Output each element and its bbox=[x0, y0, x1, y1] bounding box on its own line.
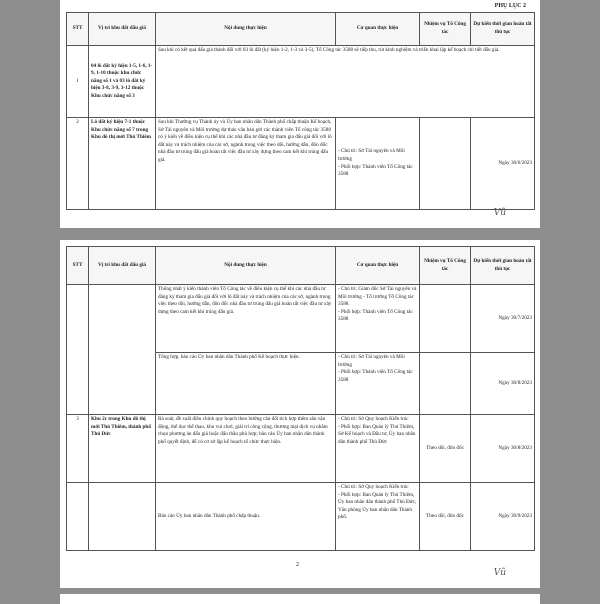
cell-agency: - Chủ trì: Sở Tài nguyên và Môi trường - Phối hợp: Thành viên Tổ Công tác 3588 bbox=[336, 118, 420, 210]
cell-location bbox=[89, 483, 156, 551]
cell-deadline: Ngày 30/7/2023 bbox=[471, 285, 535, 353]
cell-agency: - Chủ trì: Sở Quy hoạch Kiến trúc - Phối hợp: Ban Quản lý Thủ Thiêm, Ủy ban nhân dân thành phố Thủ Đức, Văn phòng Ủy ban nhân dân Thành phố. bbox=[336, 483, 420, 551]
cell-task: Theo dõi, đôn đốc bbox=[420, 415, 471, 483]
cell-content: Tổng hợp, báo cáo Ủy ban nhân dân Thành phố Kế hoạch thực hiện. bbox=[156, 353, 336, 415]
header-deadline: Dự kiến thời gian hoàn tất thủ tục bbox=[471, 247, 535, 285]
header-deadline: Dự kiến thời gian hoàn tất thủ tục bbox=[471, 13, 535, 46]
cell-task bbox=[420, 285, 471, 353]
header-content: Nội dung thực hiện bbox=[156, 247, 336, 285]
cell-content: Sau khi có kết quả đấu giá thành đối với 03 lô đất (ký hiệu 1-2, 1-3 và 3-5), Tổ Công tác 3588 sẽ tiếp thu, rút kinh nghiệm và triển khai lập kế hoạch chi tiết đấu giá. bbox=[156, 46, 535, 118]
cell-deadline: Ngày 30/9/2023 bbox=[471, 483, 535, 551]
header-stt: STT bbox=[67, 13, 89, 46]
cell-deadline: Ngày 30/6/2023 bbox=[471, 118, 535, 210]
page-number: 2 bbox=[296, 562, 299, 568]
table-row bbox=[67, 118, 535, 210]
table-row bbox=[67, 46, 535, 118]
header-task: Nhiệm vụ Tổ Công tác bbox=[420, 13, 471, 46]
cell-stt bbox=[67, 285, 89, 415]
task-table-page-1 bbox=[66, 12, 535, 210]
cell-stt: 2 bbox=[67, 118, 89, 210]
cell-agency: - Chủ trì: Giám đốc Sở Tài nguyên và Môi trường - Tổ trưởng Tổ Công tác 3588. - Phối hợp: Thành viên Tổ Công tác 3588 bbox=[336, 285, 420, 353]
cell-task bbox=[420, 118, 471, 210]
cell-deadline: Ngày 30/8/2023 bbox=[471, 415, 535, 483]
cell-location bbox=[89, 285, 156, 415]
cell-content: Thống nhất ý kiến thành viên Tổ Công tác về điều kiện cụ thể khi các nhà đầu tư đăng ký tham gia đấu giá đối với lô đất này và trách nhiệm của các sở, ngành trong việc theo dõi, hướng dẫn, đôn đốc nhà đầu tư trúng đấu giá hoàn tất việc đầu tư xây dựng theo cam kết khi trúng đấu giá. bbox=[156, 285, 336, 353]
document-page-1 bbox=[60, 0, 540, 228]
document-page-2 bbox=[60, 240, 540, 588]
header-agency: Cơ quan thực hiện bbox=[336, 13, 420, 46]
header-task: Nhiệm vụ Tổ Công tác bbox=[420, 247, 471, 285]
cell-stt: 1 bbox=[67, 46, 89, 118]
cell-stt: 3 bbox=[67, 415, 89, 483]
cell-content: Báo cáo Ủy ban nhân dân Thành phố chấp thuận. bbox=[156, 483, 336, 551]
table-header-row bbox=[67, 247, 535, 285]
cell-agency: - Chủ trì: Sở Tài nguyên và Môi trường - Phối hợp: Thành viên Tổ Công tác 3588 bbox=[336, 353, 420, 415]
header-agency: Cơ quan thực hiện bbox=[336, 247, 420, 285]
cell-deadline: Ngày 30/8/2023 bbox=[471, 353, 535, 415]
table-row bbox=[67, 483, 535, 551]
cell-location: 04 lô đất ký hiệu 1-5, 1-6, 1-9, 1-10 thuộc khu chức năng số 1 và 03 lô đất ký hiệu 3-8, 3-9, 3-12 thuộc Khu chức năng số 3 bbox=[89, 46, 156, 118]
header-content: Nội dung thực hiện bbox=[156, 13, 336, 46]
header-location: Vị trí khu đất đấu giá bbox=[89, 13, 156, 46]
appendix-label: PHỤ LỤC 2 bbox=[494, 3, 526, 9]
document-page-3-partial bbox=[60, 594, 540, 604]
cell-task bbox=[420, 353, 471, 415]
task-table-page-2 bbox=[66, 246, 535, 551]
table-header-row bbox=[67, 13, 535, 46]
cell-stt bbox=[67, 483, 89, 551]
cell-location: Lô đất ký hiệu 7-1 thuộc Khu chức năng số 7 trong Khu đô thị mới Thủ Thiêm bbox=[89, 118, 156, 210]
initial-signature: Vũ bbox=[493, 568, 506, 578]
header-stt: STT bbox=[67, 247, 89, 285]
initial-signature: Vũ bbox=[493, 208, 506, 218]
cell-agency: - Chủ trì: Sở Quy hoạch Kiến trúc - Phối hợp: Ban Quản lý Thủ Thiêm, Sở Kế hoạch và Đầu tư, Ủy ban nhân dân thành phố Thủ Đức bbox=[336, 415, 420, 483]
cell-content: Rà soát, đề xuất điều chỉnh quy hoạch theo hướng cân đối tích hợp thêm sân vận động, thể dục thể thao, khu vui chơi, giải trí công cộng, thương mại dịch vụ nhằm chọn phương án đấu giá hoặc đấu thầu phù hợp; báo cáo Ủy ban nhân dân thành phố quyết định, để có cơ sở lập kế hoạch tổ chức thực hiện. bbox=[156, 415, 336, 483]
header-location: Vị trí khu đất đấu giá bbox=[89, 247, 156, 285]
table-row bbox=[67, 415, 535, 483]
cell-content: Sau khi Thường vụ Thành ủy và Ủy ban nhân dân Thành phố chấp thuận Kế hoạch, Sở Tài nguyên và Môi trường dự thảo văn bản gửi các thành viên Tổ công tác 3588 có ý kiến về điều kiện cụ thể khi các nhà đầu tư đăng ký tham gia đấu giá đối với lô đất này và trách nhiệm của các sở, ngành trong việc theo dõi, hướng dẫn, đôn đốc nhà đầu tư trúng đấu giá hoàn tất việc đầu tư xây dựng theo cam kết khi trúng đấu giá. bbox=[156, 118, 336, 210]
cell-task: Theo dõi, đôn đốc bbox=[420, 483, 471, 551]
cell-location: Khu 2c trong Khu đô thị mới Thủ Thiêm, thành phố Thủ Đức bbox=[89, 415, 156, 483]
table-row bbox=[67, 285, 535, 353]
